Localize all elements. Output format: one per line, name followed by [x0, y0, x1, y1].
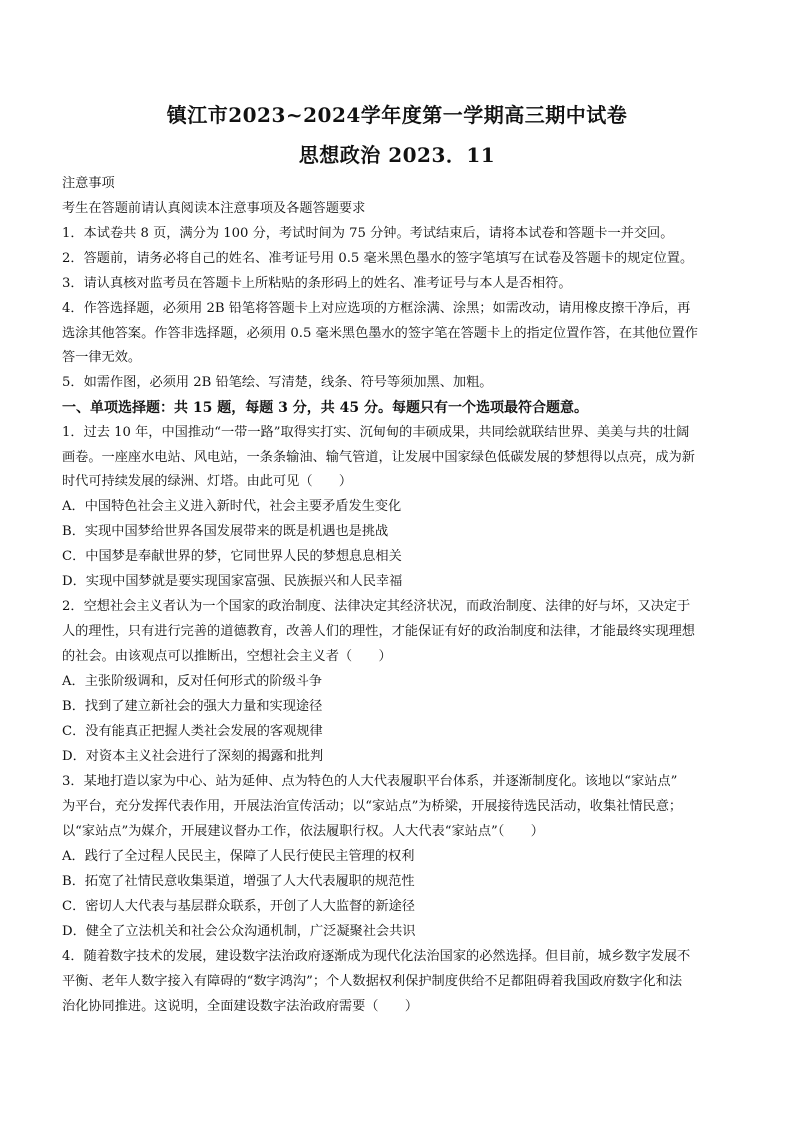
- question-4-line: 4．随着数字技术的发展，建设数字法治政府逐渐成为现代化法治国家的必然选择。但目前，城乡数字发展不: [62, 949, 691, 964]
- question-2-option-c: C．没有能真正把握人类社会发展的客观规律: [62, 724, 323, 739]
- question-1-line: 1．过去 10 年，中国推动“一带一路”取得实打实、沉甸甸的丰硕成果，共同绘就联结世界、美美与共的壮阔: [62, 425, 690, 440]
- question-3-line: 3．某地打造以家为中心、站为延伸、点为特色的人大代表履职平台体系，并逐渐制度化。该地以“家站点”: [62, 774, 678, 789]
- question-1-option-a: A．中国特色社会主义进入新时代，社会主要矛盾发生变化: [62, 499, 402, 514]
- question-2-option-b: B．找到了建立新社会的强大力量和实现途径: [62, 699, 323, 714]
- question-1-option-b: B．实现中国梦给世界各国发展带来的既是机遇也是挑战: [62, 524, 389, 539]
- question-1-line: 画卷。一座座水电站、风电站，一条条输油、输气管道，让发展中国家绿色低碳发展的梦想得以点亮，成为新: [62, 450, 695, 465]
- note-item: 3．请认真核对监考员在答题卡上所粘贴的条形码上的姓名、准考证号与本人是否相符。: [62, 276, 572, 291]
- note-item: 选涂其他答案。作答非选择题，必须用 0.5 毫米黑色墨水的签字笔在答题卡上的指定位置作答，在其他位置作: [62, 326, 698, 341]
- question-3-option-a: A．践行了全过程人民民主，保障了人民行使民主管理的权利: [62, 849, 415, 864]
- question-2-line: 的社会。由该观点可以推断出，空想社会主义者（ ）: [62, 649, 392, 664]
- note-item: 1．本试卷共 8 页，满分为 100 分，考试时间为 75 分钟。考试结束后，请将本试卷和答题卡一并交回。: [62, 226, 674, 241]
- question-2-option-d: D．对资本主义社会进行了深刻的揭露和批判: [62, 749, 324, 764]
- question-1-option-c: C．中国梦是奉献世界的梦，它同世界人民的梦想息息相关: [62, 549, 402, 564]
- question-2-option-a: A．主张阶级调和，反对任何形式的阶级斗争: [62, 674, 323, 689]
- question-2-line: 人的理性，只有进行完善的道德教育，改善人们的理性，才能保证有好的政治制度和法律，才能最终实现理想: [62, 624, 695, 639]
- question-4-line: 治化协同推进。这说明，全面建设数字法治政府需要（ ）: [62, 999, 419, 1014]
- question-3-option-d: D．健全了立法机关和社会公众沟通机制，广泛凝聚社会共识: [62, 924, 416, 939]
- note-item: 4．作答选择题，必须用 2B 铅笔将答题卡上对应选项的方框涂满、涂黑；如需改动，请用橡皮擦干净后，再: [62, 301, 691, 316]
- question-3-option-b: B．拓宽了社情民意收集渠道，增强了人大代表履职的规范性: [62, 874, 415, 889]
- question-1-line: 时代可持续发展的绿洲、灯塔。由此可见（ ）: [62, 474, 353, 489]
- note-item: 5．如需作图，必须用 2B 铅笔绘、写清楚，线条、符号等须加黑、加粗。: [62, 375, 493, 390]
- question-3-option-c: C．密切人大代表与基层群众联系，开创了人大监督的新途径: [62, 899, 415, 914]
- question-2-line: 2．空想社会主义者认为一个国家的政治制度、法律决定其经济状况，而政治制度、法律的好与坏，又决定于: [62, 599, 691, 614]
- exam-subtitle: 思想政治 2023．11: [298, 143, 496, 167]
- question-1-option-d: D．实现中国梦就是要实现国家富强、民族振兴和人民幸福: [62, 574, 403, 589]
- section-heading: 一、单项选择题：共 15 题，每题 3 分，共 45 分。每题只有一个选项最符合题意。: [62, 400, 588, 416]
- note-item: 答一律无效。: [62, 350, 142, 365]
- question-3-line: 以“家站点”为媒介，开展建议督办工作，依法履职行权。人大代表“家站点”（ ）: [62, 824, 544, 839]
- question-3-line: 为平台，充分发挥代表作用，开展法治宣传活动；以“家站点”为桥梁，开展接待选民活动，收集社情民意；: [62, 799, 683, 814]
- question-4-line: 平衡、老年人数字接入有障碍的“数字鸿沟”；个人数据权利保护制度供给不足都阻碍着我国政府数字化和法: [62, 974, 683, 989]
- notes-heading: 注意事项: [62, 176, 115, 191]
- exam-title: 镇江市2023~2024学年度第一学期高三期中试卷: [166, 103, 628, 127]
- note-item: 2．答题前，请务必将自己的姓名、准考证号用 0.5 毫米黑色墨水的签字笔填写在试卷及答题卡的规定位置。: [62, 251, 694, 266]
- notes-intro: 考生在答题前请认真阅读本注意事项及各题答题要求: [62, 201, 366, 216]
